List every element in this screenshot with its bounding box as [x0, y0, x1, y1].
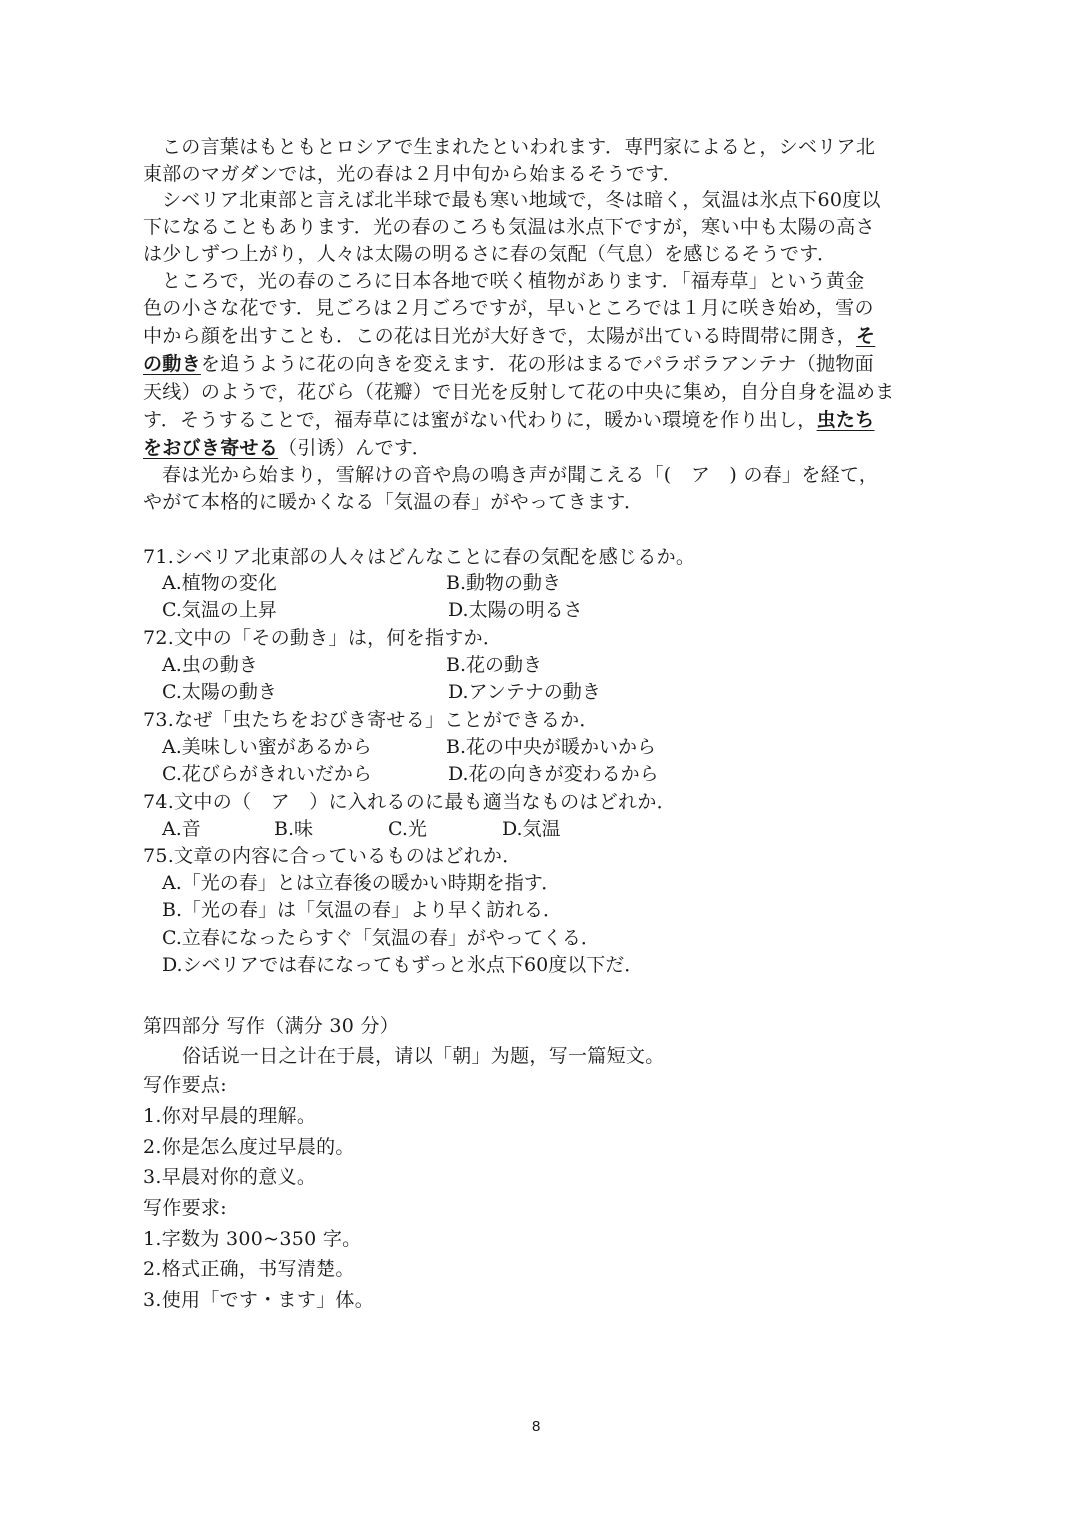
writing-requirement: 1.字数为 300~350 字。: [143, 1228, 362, 1250]
passage-line: やがて本格的に暖かくなる「気温の春」がやってきます．: [143, 491, 644, 513]
option-c: C.花びらがきれいだから: [162, 763, 372, 785]
requirements-title: 写作要求:: [143, 1197, 227, 1219]
option-a: A.音: [162, 818, 201, 840]
passage-text: （引诱）んです．: [278, 437, 431, 459]
passage-line: [143, 323, 875, 350]
option-b: B.動物の動き: [446, 572, 562, 594]
option-a: A.「光の春」とは立春後の暖かい時期を指す．: [162, 872, 561, 894]
passage-line: ところで，光の春のころに日本各地で咲く植物があります．「福寿草」という黄金: [162, 270, 865, 292]
option-d: D.シベリアでは春になってもずっと氷点下60度以下だ．: [162, 954, 644, 976]
option-b: B.味: [274, 818, 314, 840]
passage-text: 中から顔を出すことも．この花は日光が大好きで，太陽が出ている時間帯に開き，: [143, 325, 856, 347]
passage-line: 春は光から始まり，雪解けの音や鳥の鳴き声が聞こえる「( ア ) の春」を経て，: [162, 464, 879, 486]
question-stem: 73.なぜ「虫たちをおびき寄せる」ことができるか．: [143, 709, 599, 731]
writing-requirement: 2.格式正确，书写清楚。: [143, 1258, 355, 1280]
option-c: C.立春になったらすぐ「気温の春」がやってくる．: [162, 927, 600, 949]
passage-line: 下になることもあります．光の春のころも気温は氷点下ですが，寒い中も太陽の高さ: [143, 216, 875, 238]
points-title: 写作要点:: [143, 1074, 227, 1096]
passage-line: 色の小さな花です．見ごろは２月ごろですが，早いところでは１月に咲き始め，雪の: [143, 297, 874, 319]
passage-line: 東部のマガダンでは，光の春は２月中旬から始まるそうです．: [143, 163, 683, 185]
section-heading: 第四部分 写作（满分 30 分）: [143, 1015, 400, 1037]
writing-prompt: 俗话说一日之计在于晨，请以「朝」为题，写一篇短文。: [182, 1045, 665, 1067]
option-b: B.花の動き: [446, 654, 543, 676]
writing-point: 1.你对早晨的理解。: [143, 1105, 317, 1127]
passage-line: シベリア北東部と言えば北半球で最も寒い地域で，冬は暗く，気温は氷点下60度以: [162, 189, 881, 211]
option-c: C.太陽の動き: [162, 681, 277, 703]
option-d: D.太陽の明るさ: [448, 599, 583, 621]
option-d: D.花の向きが変わるから: [448, 763, 659, 785]
question-stem: 75.文章の内容に合っているものはどれか．: [143, 845, 522, 867]
passage-line: [143, 407, 875, 434]
question-stem: 71.シベリア北東部の人々はどんなことに春の気配を感じるか。: [143, 546, 696, 568]
passage-line: この言葉はもともとロシアで生まれたといわれます．専門家によると，シベリア北: [162, 136, 876, 158]
option-d: D.アンテナの動き: [448, 681, 601, 703]
passage-text: を追うように花の向きを変えます．花の形はまるでパラボラアンテナ（抛物面: [200, 353, 874, 375]
underlined-phrase: そ: [855, 325, 876, 347]
option-c: C.気温の上昇: [162, 599, 277, 621]
writing-requirement: 3.使用「です・ます」体。: [143, 1289, 375, 1311]
option-d: D.気温: [502, 818, 561, 840]
passage-line: [143, 351, 874, 378]
question-stem: 72.文中の「その動き」は，何を指すか．: [143, 627, 503, 649]
underlined-phrase: 虫たち: [816, 409, 875, 431]
underlined-phrase: をおびき寄せる: [143, 437, 279, 459]
option-b: B.花の中央が暖かいから: [446, 736, 657, 758]
passage-line: 天线）のようで，花びら（花瓣）で日光を反射して花の中央に集め，自分自身を温めま: [143, 381, 895, 403]
option-c: C.光: [388, 818, 427, 840]
option-a: A.美味しい蜜があるから: [162, 736, 372, 758]
passage-line: は少しずつ上がり，人々は太陽の明るさに春の気配（气息）を感じるそうです．: [143, 243, 837, 265]
option-a: A.植物の変化: [162, 572, 277, 594]
writing-point: 2.你是怎么度过早晨的。: [143, 1136, 355, 1158]
page-number: 8: [532, 1418, 541, 1435]
option-b: B.「光の春」は「気温の春」より早く訪れる．: [162, 899, 563, 921]
passage-line: [143, 435, 431, 462]
passage-text: す．そうすることで，福寿草には蜜がない代わりに，暖かい環境を作り出し，: [143, 409, 817, 431]
option-a: A.虫の動き: [162, 654, 258, 676]
underlined-phrase: の動き: [143, 353, 201, 375]
writing-point: 3.早晨对你的意义。: [143, 1166, 317, 1188]
question-stem: 74.文中の（ ア ）に入れるのに最も適当なものはどれか．: [143, 791, 676, 813]
